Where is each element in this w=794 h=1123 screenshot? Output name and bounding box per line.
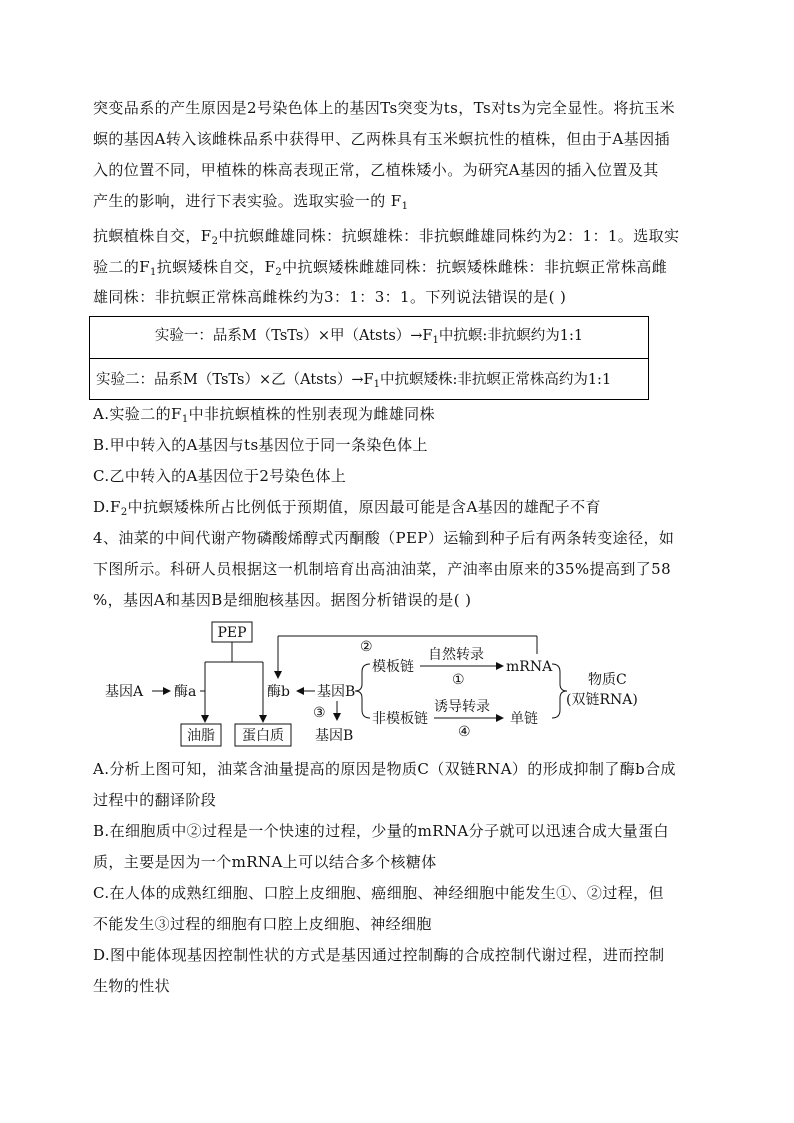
process-2-label: ②: [360, 639, 373, 655]
gene-b-label: 基因B: [317, 684, 356, 700]
q4-option-b-line-1: B.在细胞质中②过程是一个快速的过程，少量的mRNA分子就可以迅速合成大量蛋白: [93, 822, 669, 840]
experiment-1-text-a: 实验一：品系M（TsTs）×甲（Atsts）→F: [154, 328, 433, 344]
subscript: 1: [181, 414, 189, 425]
gene-b-copy-label: 基因B: [315, 728, 354, 744]
q3-option-d: [93, 497, 601, 517]
single-strand-label: 单链: [510, 711, 538, 727]
subscript: 2: [275, 267, 283, 278]
intro-line-3: 入的位置不同，甲植株的株高表现正常，乙植株矮小。为研究A基因的插入位置及其: [93, 161, 659, 179]
dsrna-label: (双链RNA): [566, 692, 638, 708]
subscript: 2: [120, 507, 128, 518]
subscript: 2: [211, 236, 219, 247]
induced-transcription-label: 诱导转录: [434, 699, 490, 715]
subscript: 1: [432, 335, 439, 346]
subscript: 1: [401, 201, 409, 212]
mrna-label: mRNA: [506, 659, 553, 675]
q4-stem-line-2: 下图所示。科研人员根据这一机制培育出高油油菜，产油率由原来的35%提高到了58: [93, 560, 672, 578]
q4-option-d-line-1: D.图中能体现基因控制性状的方式是基因通过控制酶的合成控制代谢过程，进而控制: [93, 946, 665, 964]
experiment-2-text-b: 中抗螟矮株:非抗螟正常株高约为1:1: [379, 372, 612, 388]
subscript: 1: [150, 267, 157, 278]
template-strand-label: 模板链: [372, 659, 414, 675]
nontemplate-strand-label: 非模板链: [372, 711, 428, 727]
intro-line-7: 雄同株：非抗螟正常株高雌株约为3：1：3：1。下列说法错误的是( ): [93, 288, 567, 306]
intro-line-4-text: 产生的影响，进行下表实验。选取实验一的 F: [93, 192, 402, 210]
substance-c-label: 物质C: [588, 672, 627, 688]
pathway-diagram: [100, 616, 660, 752]
oil-label: 油脂: [187, 728, 215, 744]
subscript: 1: [373, 379, 380, 390]
intro-line-2: 螟的基因A转入该雌株品系中获得甲、乙两株具有玉米螟抗性的植株，但由于A基因插: [93, 130, 670, 148]
experiment-2-text-a: 实验二：品系M（TsTs）×乙（Atsts）→F: [96, 372, 374, 388]
experiment-2-row: [90, 359, 648, 401]
intro-line-6-text-c: 中抗螟矮株雌雄同株：抗螟矮株雌株：非抗螟正常株高雌: [282, 258, 668, 276]
q4-option-a-line-2: 过程中的翻译阶段: [93, 791, 217, 809]
q4-option-a-line-1: A.分析上图可知，油菜含油量提高的原因是物质C（双链RNA）的形成抑制了酶b合成: [93, 760, 676, 778]
q3-option-a-text-b: 中非抗螟植株的性别表现为雌雄同株: [188, 405, 435, 423]
intro-line-5: [93, 226, 679, 246]
q3-option-b: B.甲中转入的A基因与ts基因位于同一条染色体上: [93, 436, 428, 454]
q3-option-d-text-b: 中抗螟矮株所占比例低于预期值，原因最可能是含A基因的雄配子不育: [127, 498, 601, 516]
natural-transcription-label: 自然转录: [428, 647, 484, 663]
gene-a-label: 基因A: [105, 684, 144, 700]
intro-line-5-text-a: 抗螟植株自交，F: [93, 227, 212, 245]
right-brace: [552, 664, 567, 718]
q3-option-a-text-a: A.实验二的F: [93, 405, 182, 423]
q4-option-c-line-2: 不能发生③过程的细胞有口腔上皮细胞、神经细胞: [93, 915, 432, 933]
intro-line-1: 突变品系的产生原因是2号染色体上的基因Ts突变为ts，Ts对ts为完全显性。将抗玉米: [93, 99, 676, 117]
protein-label: 蛋白质: [242, 728, 284, 744]
enzyme-b-label: 酶b: [267, 684, 290, 700]
q3-option-d-text-a: D.F: [93, 498, 121, 516]
experiment-1-row: [90, 317, 648, 359]
intro-line-4: [93, 191, 408, 211]
process-3-label: ③: [313, 705, 326, 721]
q4-option-d-line-2: 生物的性状: [93, 977, 171, 995]
intro-line-6: [93, 257, 667, 277]
process-1-label: ①: [452, 672, 465, 688]
enzyme-a-label: 酶a: [174, 684, 197, 700]
experiment-1-text-b: 中抗螟:非抗螟约为1:1: [438, 328, 584, 344]
q3-option-c: C.乙中转入的A基因位于2号染色体上: [93, 467, 347, 485]
left-brace: [355, 664, 370, 718]
intro-line-5-text-b: 中抗螟雌雄同株：抗螟雄株：非抗螟雌雄同株约为2：1：1。选取实: [218, 227, 680, 245]
q4-option-c-line-1: C.在人体的成熟红细胞、口腔上皮细胞、癌细胞、神经细胞中能发生①、②过程，但: [93, 884, 664, 902]
intro-line-6-text-b: 抗螟矮株自交，F: [156, 258, 276, 276]
q4-stem-line-3: %，基因A和基因B是细胞核基因。据图分析错误的是( ): [93, 591, 472, 609]
q3-option-a: [93, 404, 435, 424]
process-4-label: ④: [458, 724, 471, 740]
experiment-table: [89, 316, 649, 400]
pep-label: PEP: [217, 625, 247, 641]
q4-option-b-line-2: 质，主要是因为一个mRNA上可以结合多个核糖体: [93, 853, 437, 871]
intro-line-6-text-a: 验二的F: [93, 258, 151, 276]
q4-stem-line-1: 4、油菜的中间代谢产物磷酸烯醇式丙酮酸（PEP）运输到种子后有两条转变途径，如: [93, 529, 675, 547]
